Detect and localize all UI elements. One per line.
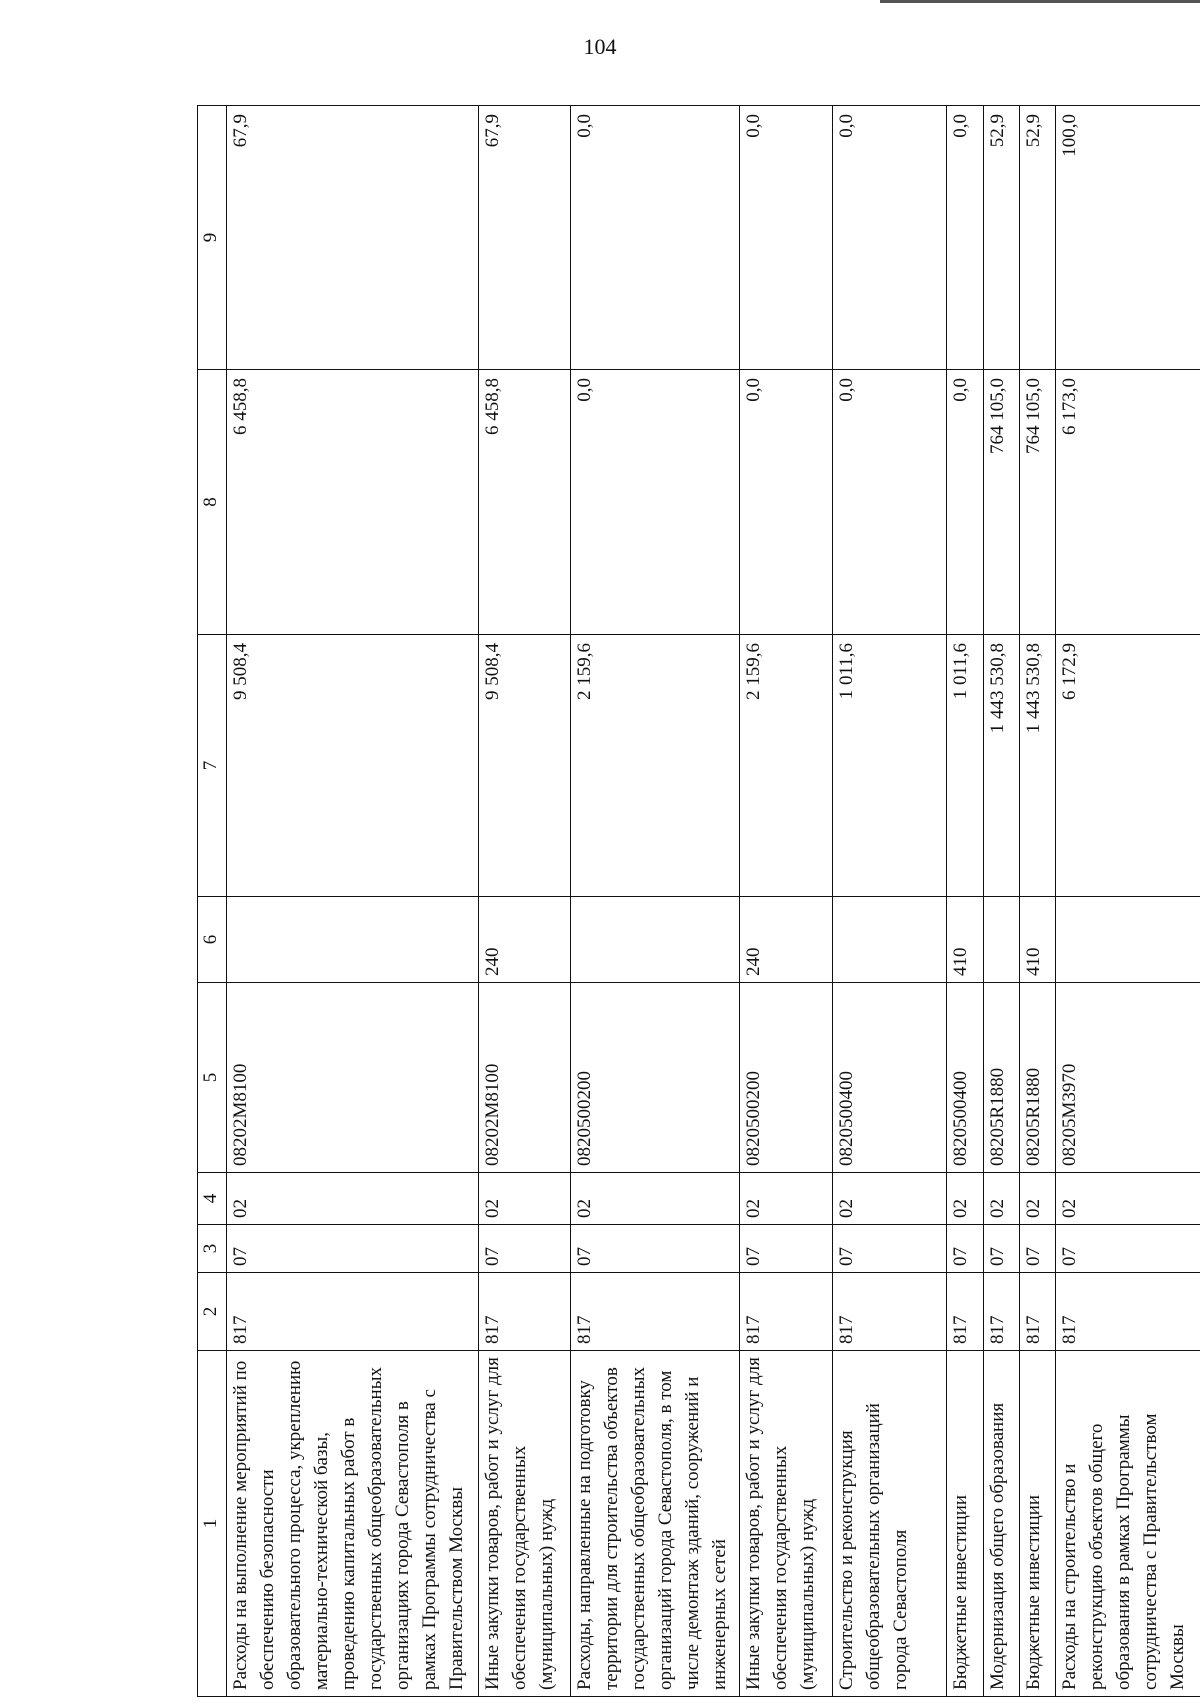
column-header-2: 2 <box>198 1273 227 1351</box>
column-header-4: 4 <box>198 1173 227 1225</box>
expense-type-code-cell <box>1056 897 1200 983</box>
actual-amount-cell: 6 173,0 <box>1056 370 1200 635</box>
grbs-code-cell: 817 <box>740 1273 833 1351</box>
target-article-code-cell: 0820500400 <box>947 983 983 1173</box>
planned-amount-cell: 6 172,9 <box>1056 635 1200 897</box>
table-row <box>947 106 983 1697</box>
row-name-cell: Иные закупки товаров, работ и услуг для обеспечения государственных (муниципальных) нужд <box>740 1351 833 1697</box>
planned-amount-cell: 1 011,6 <box>947 635 983 897</box>
row-name-cell: Строительство и реконструкция общеобразовательных организаций города Севастополя <box>832 1351 947 1697</box>
scan-edge-mark <box>880 0 1200 3</box>
subsection-code-cell: 02 <box>1019 1173 1055 1225</box>
section-code-cell: 07 <box>740 1225 833 1273</box>
grbs-code-cell: 817 <box>478 1273 571 1351</box>
target-article-code-cell: 08202M8100 <box>478 983 571 1173</box>
grbs-code-cell: 817 <box>571 1273 740 1351</box>
execution-percent-cell: 52,9 <box>1019 106 1055 370</box>
section-code-cell: 07 <box>983 1225 1019 1273</box>
row-name-cell: Бюджетные инвестиции <box>947 1351 983 1697</box>
expense-type-code-cell: 410 <box>947 897 983 983</box>
table-row <box>571 106 740 1697</box>
expense-type-code-cell <box>832 897 947 983</box>
planned-amount-cell: 1 443 530,8 <box>983 635 1019 897</box>
execution-percent-cell: 67,9 <box>478 106 571 370</box>
actual-amount-cell: 764 105,0 <box>983 370 1019 635</box>
table-row <box>832 106 947 1697</box>
column-header-3: 3 <box>198 1225 227 1273</box>
target-article-code-cell: 08205M3970 <box>1056 983 1200 1173</box>
column-header-1: 1 <box>198 1351 227 1697</box>
planned-amount-cell: 9 508,4 <box>227 635 479 897</box>
section-code-cell: 07 <box>478 1225 571 1273</box>
actual-amount-cell: 0,0 <box>740 370 833 635</box>
section-code-cell: 07 <box>832 1225 947 1273</box>
table-row <box>478 106 571 1697</box>
table-row <box>740 106 833 1697</box>
actual-amount-cell: 6 458,8 <box>227 370 479 635</box>
column-header-6: 6 <box>198 897 227 983</box>
expense-type-code-cell: 240 <box>740 897 833 983</box>
section-code-cell: 07 <box>571 1225 740 1273</box>
grbs-code-cell: 817 <box>1056 1273 1200 1351</box>
target-article-code-cell: 08205R1880 <box>1019 983 1055 1173</box>
row-name-cell: Расходы на строительство и реконструкцию объектов общего образования в рамках Программы сотрудничества с Правительством Москвы <box>1056 1351 1200 1697</box>
expense-type-code-cell: 240 <box>478 897 571 983</box>
table-row <box>1056 106 1200 1697</box>
table-body <box>227 106 1200 1697</box>
section-code-cell: 07 <box>947 1225 983 1273</box>
planned-amount-cell: 9 508,4 <box>478 635 571 897</box>
planned-amount-cell: 2 159,6 <box>571 635 740 897</box>
grbs-code-cell: 817 <box>947 1273 983 1351</box>
page-number: 104 <box>583 34 617 59</box>
subsection-code-cell: 02 <box>947 1173 983 1225</box>
execution-percent-cell: 52,9 <box>983 106 1019 370</box>
header-row <box>198 106 227 1697</box>
target-article-code-cell: 0820500200 <box>571 983 740 1173</box>
grbs-code-cell: 817 <box>227 1273 479 1351</box>
actual-amount-cell: 6 458,8 <box>478 370 571 635</box>
section-code-cell: 07 <box>1019 1225 1055 1273</box>
table-row <box>227 106 479 1697</box>
section-code-cell: 07 <box>227 1225 479 1273</box>
subsection-code-cell: 02 <box>740 1173 833 1225</box>
column-header-8: 8 <box>198 370 227 635</box>
subsection-code-cell: 02 <box>832 1173 947 1225</box>
row-name-cell: Расходы, направленные на подготовку территории для строительства объектов государственных общеобразовательных организаций города Севастополя, в том числе демонтаж зданий, сооружений и инженерных сетей <box>571 1351 740 1697</box>
target-article-code-cell: 0820500400 <box>832 983 947 1173</box>
subsection-code-cell: 02 <box>571 1173 740 1225</box>
execution-percent-cell: 0,0 <box>947 106 983 370</box>
execution-percent-cell: 0,0 <box>740 106 833 370</box>
grbs-code-cell: 817 <box>832 1273 947 1351</box>
subsection-code-cell: 02 <box>227 1173 479 1225</box>
row-name-cell: Иные закупки товаров, работ и услуг для обеспечения государственных (муниципальных) нужд <box>478 1351 571 1697</box>
planned-amount-cell: 1 011,6 <box>832 635 947 897</box>
actual-amount-cell: 0,0 <box>832 370 947 635</box>
row-name-cell: Модернизация общего образования <box>983 1351 1019 1697</box>
planned-amount-cell: 2 159,6 <box>740 635 833 897</box>
row-name-cell: Бюджетные инвестиции <box>1019 1351 1055 1697</box>
target-article-code-cell: 08205R1880 <box>983 983 1019 1173</box>
column-header-9: 9 <box>198 106 227 370</box>
budget-table <box>197 105 1200 1697</box>
rotated-table-container <box>197 106 1200 1697</box>
grbs-code-cell: 817 <box>983 1273 1019 1351</box>
execution-percent-cell: 0,0 <box>571 106 740 370</box>
expense-type-code-cell <box>983 897 1019 983</box>
target-article-code-cell: 0820500200 <box>740 983 833 1173</box>
grbs-code-cell: 817 <box>1019 1273 1055 1351</box>
table-row <box>983 106 1019 1697</box>
execution-percent-cell: 67,9 <box>227 106 479 370</box>
actual-amount-cell: 764 105,0 <box>1019 370 1055 635</box>
subsection-code-cell: 02 <box>1056 1173 1200 1225</box>
expense-type-code-cell <box>571 897 740 983</box>
actual-amount-cell: 0,0 <box>571 370 740 635</box>
actual-amount-cell: 0,0 <box>947 370 983 635</box>
target-article-code-cell: 08202M8100 <box>227 983 479 1173</box>
subsection-code-cell: 02 <box>983 1173 1019 1225</box>
column-header-7: 7 <box>198 635 227 897</box>
table-row <box>1019 106 1055 1697</box>
subsection-code-cell: 02 <box>478 1173 571 1225</box>
execution-percent-cell: 100,0 <box>1056 106 1200 370</box>
execution-percent-cell: 0,0 <box>832 106 947 370</box>
planned-amount-cell: 1 443 530,8 <box>1019 635 1055 897</box>
column-header-5: 5 <box>198 983 227 1173</box>
expense-type-code-cell: 410 <box>1019 897 1055 983</box>
section-code-cell: 07 <box>1056 1225 1200 1273</box>
expense-type-code-cell <box>227 897 479 983</box>
row-name-cell: Расходы на выполнение мероприятий по обеспечению безопасности образовательного процесса, укреплению материально-технической базы, проведению капитальных работ в государственных общеобразовательных организациях города Севастополя в рамках Программы сотрудничества с Правительством Москвы <box>227 1351 479 1697</box>
